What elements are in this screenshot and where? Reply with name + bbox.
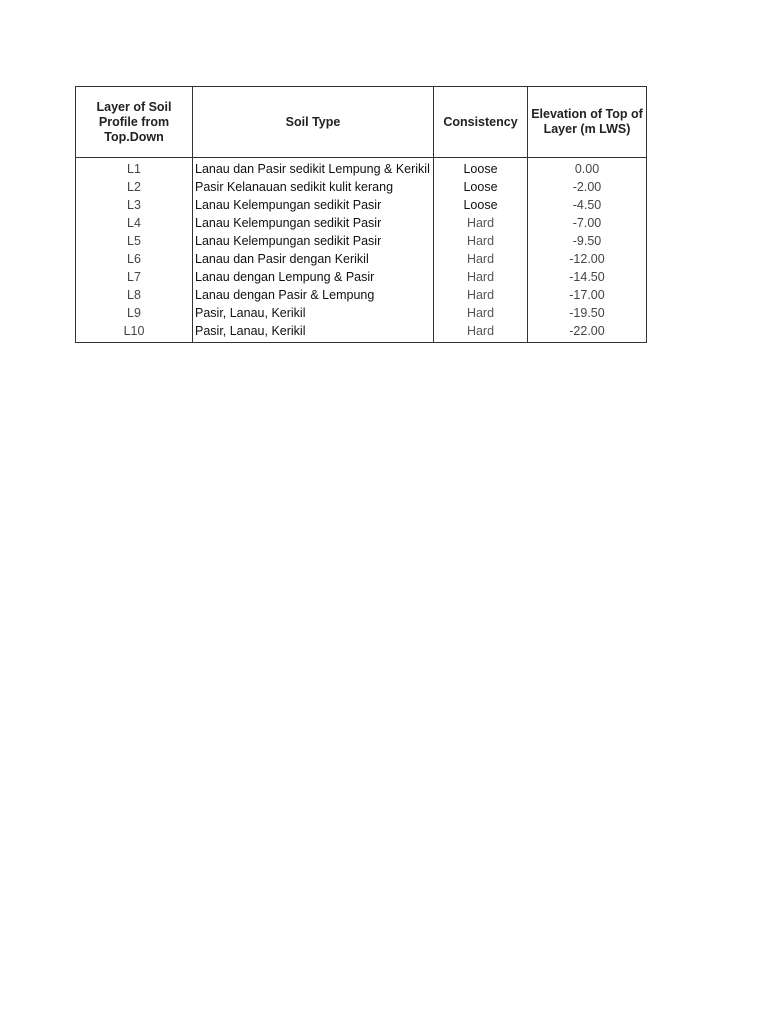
cell-soil-type: Lanau dan Pasir sedikit Lempung & Kerikil [193,158,434,179]
cell-soil-type: Lanau Kelempungan sedikit Pasir [193,214,434,232]
cell-layer: L6 [76,250,193,268]
cell-soil-type: Lanau dan Pasir dengan Kerikil [193,250,434,268]
cell-layer: L9 [76,304,193,322]
cell-consistency: Loose [434,196,528,214]
table-body [76,158,647,343]
cell-elevation: -12.00 [528,250,647,268]
cell-layer: L3 [76,196,193,214]
table-row [76,268,647,286]
cell-elevation: -19.50 [528,304,647,322]
cell-soil-type: Lanau Kelempungan sedikit Pasir [193,196,434,214]
cell-elevation: -17.00 [528,286,647,304]
cell-layer: L1 [76,158,193,179]
cell-layer: L8 [76,286,193,304]
header-soil-type: Soil Type [193,87,434,158]
cell-consistency: Loose [434,158,528,179]
header-layer: Layer of Soil Profile from Top.Down [76,87,193,158]
cell-soil-type: Lanau dengan Lempung & Pasir [193,268,434,286]
table-row [76,158,647,179]
cell-layer: L4 [76,214,193,232]
cell-consistency: Hard [434,286,528,304]
cell-layer: L7 [76,268,193,286]
cell-layer: L2 [76,178,193,196]
table-row [76,196,647,214]
table-header-row [76,87,647,158]
table-row [76,214,647,232]
cell-soil-type: Pasir, Lanau, Kerikil [193,322,434,343]
cell-consistency: Hard [434,250,528,268]
cell-elevation: -22.00 [528,322,647,343]
cell-layer: L5 [76,232,193,250]
cell-consistency: Hard [434,268,528,286]
cell-consistency: Hard [434,232,528,250]
cell-elevation: -2.00 [528,178,647,196]
cell-consistency: Hard [434,304,528,322]
header-consistency: Consistency [434,87,528,158]
cell-soil-type: Pasir, Lanau, Kerikil [193,304,434,322]
cell-consistency: Loose [434,178,528,196]
cell-layer: L10 [76,322,193,343]
table-row [76,286,647,304]
cell-elevation: -9.50 [528,232,647,250]
cell-consistency: Hard [434,214,528,232]
table-row [76,250,647,268]
table-row [76,232,647,250]
cell-soil-type: Lanau dengan Pasir & Lempung [193,286,434,304]
cell-elevation: -7.00 [528,214,647,232]
table-row [76,322,647,343]
cell-elevation: -14.50 [528,268,647,286]
table-row [76,304,647,322]
cell-soil-type: Lanau Kelempungan sedikit Pasir [193,232,434,250]
table-row [76,178,647,196]
soil-profile-table [75,86,647,343]
cell-elevation: -4.50 [528,196,647,214]
header-elevation: Elevation of Top of Layer (m LWS) [528,87,647,158]
cell-elevation: 0.00 [528,158,647,179]
cell-soil-type: Pasir Kelanauan sedikit kulit kerang [193,178,434,196]
cell-consistency: Hard [434,322,528,343]
